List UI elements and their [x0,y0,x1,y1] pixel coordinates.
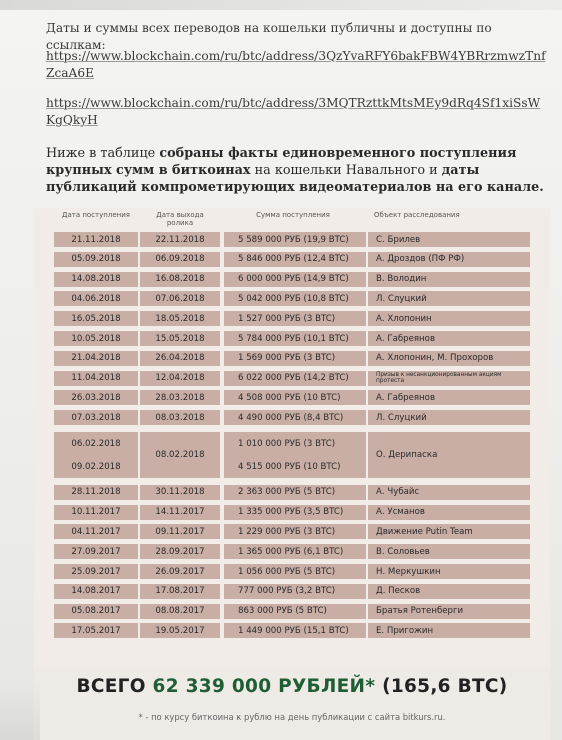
cell-date-received: 07.03.2018 [54,410,138,425]
cell-sum: 777 000 РУБ (3,2 BTC) [224,584,366,599]
table-row [34,390,550,405]
table-row [34,604,550,619]
table-row [34,331,550,346]
cell-date-video: 19.05.2017 [140,623,220,638]
table-row [34,584,550,599]
cell-sum: 5 846 000 РУБ (12,4 BTC) [224,252,366,267]
cell-date-video: 06.09.2018 [140,252,220,267]
cell-date-video: 26.04.2018 [140,351,220,366]
cell-sum: 2 363 000 РУБ (5 BTC) [224,485,366,500]
cell-sum: 5 589 000 РУБ (19,9 BTC) [224,232,366,247]
cell-sum: 1 449 000 РУБ (15,1 BTC) [224,623,366,638]
cell-date-received: 27.09.2017 [54,544,138,559]
cell-date-video: 28.09.2017 [140,544,220,559]
cell-date-received: 21.04.2018 [54,351,138,366]
cell-sum: 1 365 000 РУБ (6,1 BTC) [224,544,366,559]
cell-date-received-pair [54,432,138,478]
blockchain-link-1-text[interactable]: https://www.blockchain.com/ru/btc/address/3QzYvaRFY6bakFBW4YBRrzmwzTnfZcaA6E [46,49,546,80]
cell-date-video: 30.11.2018 [140,485,220,500]
table-row [34,505,550,520]
intro-plain-1: Ниже в таблице [46,146,160,161]
cell-sum-a: 1 010 000 РУБ (3 BTC) [238,438,336,449]
cell-sum: 5 042 000 РУБ (10,8 BTC) [224,291,366,306]
cell-sum: 4 490 000 РУБ (8,4 BTC) [224,410,366,425]
cell-object: Л. Слуцкий [368,291,530,306]
cell-object: Д. Песков [368,584,530,599]
cell-sum: 1 527 000 РУБ (3 BTC) [224,311,366,326]
cell-object: Братья Ротенберги [368,604,530,619]
cell-date-video: 26.09.2017 [140,564,220,579]
table-row [34,371,550,386]
cell-date-video: 18.05.2018 [140,311,220,326]
cell-object: Движение Putin Team [368,524,530,539]
header-date-received: Дата поступления [62,211,130,219]
cell-date-video: 22.11.2018 [140,232,220,247]
footnote: * - по курсу биткоина к рублю на день публикации с сайта bitkurs.ru. [138,712,446,722]
total-prefix: ВСЕГО [76,676,146,697]
page-shadow [0,680,40,740]
intro-plain-2: на кошельки Навального и [250,163,442,178]
cell-object: А. Габреянов [368,331,530,346]
intro-bold-2: даты публикаций компрометирующих видеоматериалов на его канале. [46,163,544,195]
cell-date-video: 08.08.2017 [140,604,220,619]
cell-object: В. Соловьев [368,544,530,559]
cell-sum: 1 569 000 РУБ (3 BTC) [224,351,366,366]
header-object: Объект расследования [374,211,460,219]
cell-object: Е. Пригожин [368,623,530,638]
cell-date-received: 25.09.2017 [54,564,138,579]
cell-sum: 863 000 РУБ (5 BTC) [224,604,366,619]
cell-date-received: 14.08.2017 [54,584,138,599]
cell-sum: 1 335 000 РУБ (3,5 BTC) [224,505,366,520]
table-row [34,410,550,425]
cell-date-received: 21.11.2018 [54,232,138,247]
total-amount: 62 339 000 РУБЛЕЙ* [152,676,376,697]
cell-object: А. Хлопонин, М. Прохоров [368,351,530,366]
table-row [34,232,550,247]
table-row [34,311,550,326]
cell-sum: 6 000 000 РУБ (14,9 BTC) [224,272,366,287]
cell-object: С. Брилев [368,232,530,247]
cell-date-received: 16.05.2018 [54,311,138,326]
cell-date-received: 05.09.2018 [54,252,138,267]
cell-date-received: 04.11.2017 [54,524,138,539]
table-row [34,351,550,366]
table-intro-paragraph [46,145,546,196]
table-row [34,272,550,287]
table-row-double [34,432,550,478]
blockchain-link-1[interactable] [46,48,546,82]
cell-sum: 1 056 000 РУБ (5 BTC) [224,564,366,579]
cell-date-video: 14.11.2017 [140,505,220,520]
cell-date-received: 26.03.2018 [54,390,138,405]
cell-date-video: 16.08.2018 [140,272,220,287]
intro-bold-1: собраны факты единовременного поступления крупных сумм в биткоинах [46,146,517,178]
table-row [34,524,550,539]
cell-sum-b: 4 515 000 РУБ (10 BTC) [238,461,341,472]
blockchain-link-2[interactable] [46,95,546,129]
cell-sum: 1 229 000 РУБ (3 BTC) [224,524,366,539]
cell-object: О. Дерипаска [368,432,530,478]
cell-object: Н. Меркушкин [368,564,530,579]
cell-date-video: 09.11.2017 [140,524,220,539]
total-line [34,676,550,697]
blockchain-link-2-text[interactable]: https://www.blockchain.com/ru/btc/address/3MQTRzttkMtsMEy9dRq4Sf1xiSsWKgQkyH [46,96,541,127]
table-row [34,544,550,559]
cell-object: Л. Слуцкий [368,410,530,425]
transfers-public-paragraph: Даты и суммы всех переводов на кошельки публичны и доступны по ссылкам: [46,21,492,52]
cell-sum: 6 022 000 РУБ (14,2 BTC) [224,371,366,386]
cell-object: А. Хлопонин [368,311,530,326]
cell-object: В. Володин [368,272,530,287]
header-date-video: Дата выхода ролика [156,211,204,227]
cell-date-received: 11.04.2018 [54,371,138,386]
cell-object: А. Дроздов (ПФ РФ) [368,252,530,267]
cell-object: Призыв к несанкционированным акциям протеста [368,371,530,386]
cell-date-received: 10.11.2017 [54,505,138,520]
table-row [34,485,550,500]
bitcoin-transfers-table [34,208,550,668]
table-row [34,564,550,579]
cell-date-received: 10.05.2018 [54,331,138,346]
cell-date-video: 08.02.2018 [140,432,220,478]
table-row [34,252,550,267]
table-row [34,291,550,306]
cell-date-video: 17.08.2017 [140,584,220,599]
cell-date-received: 17.05.2017 [54,623,138,638]
cell-date-received-a: 06.02.2018 [71,438,121,449]
total-btc: (165,6 BTC) [382,676,508,697]
table-row [34,623,550,638]
page-top-edge [0,0,562,10]
cell-date-video: 08.03.2018 [140,410,220,425]
cell-date-received-b: 09.02.2018 [71,461,121,472]
header-sum: Сумма поступления [256,211,330,219]
cell-date-video: 12.04.2018 [140,371,220,386]
cell-object: А. Чубайс [368,485,530,500]
cell-object: А. Габреянов [368,390,530,405]
cell-date-video: 28.03.2018 [140,390,220,405]
cell-date-received: 05.08.2017 [54,604,138,619]
cell-sum: 4 508 000 РУБ (10 BTC) [224,390,366,405]
cell-object: А. Усманов [368,505,530,520]
cell-date-received: 28.11.2018 [54,485,138,500]
cell-date-received: 14.08.2018 [54,272,138,287]
cell-date-video: 15.05.2018 [140,331,220,346]
cell-sum: 5 784 000 РУБ (10,1 BTC) [224,331,366,346]
cell-date-video: 07.06.2018 [140,291,220,306]
cell-sum-pair [224,432,366,478]
cell-date-received: 04.06.2018 [54,291,138,306]
